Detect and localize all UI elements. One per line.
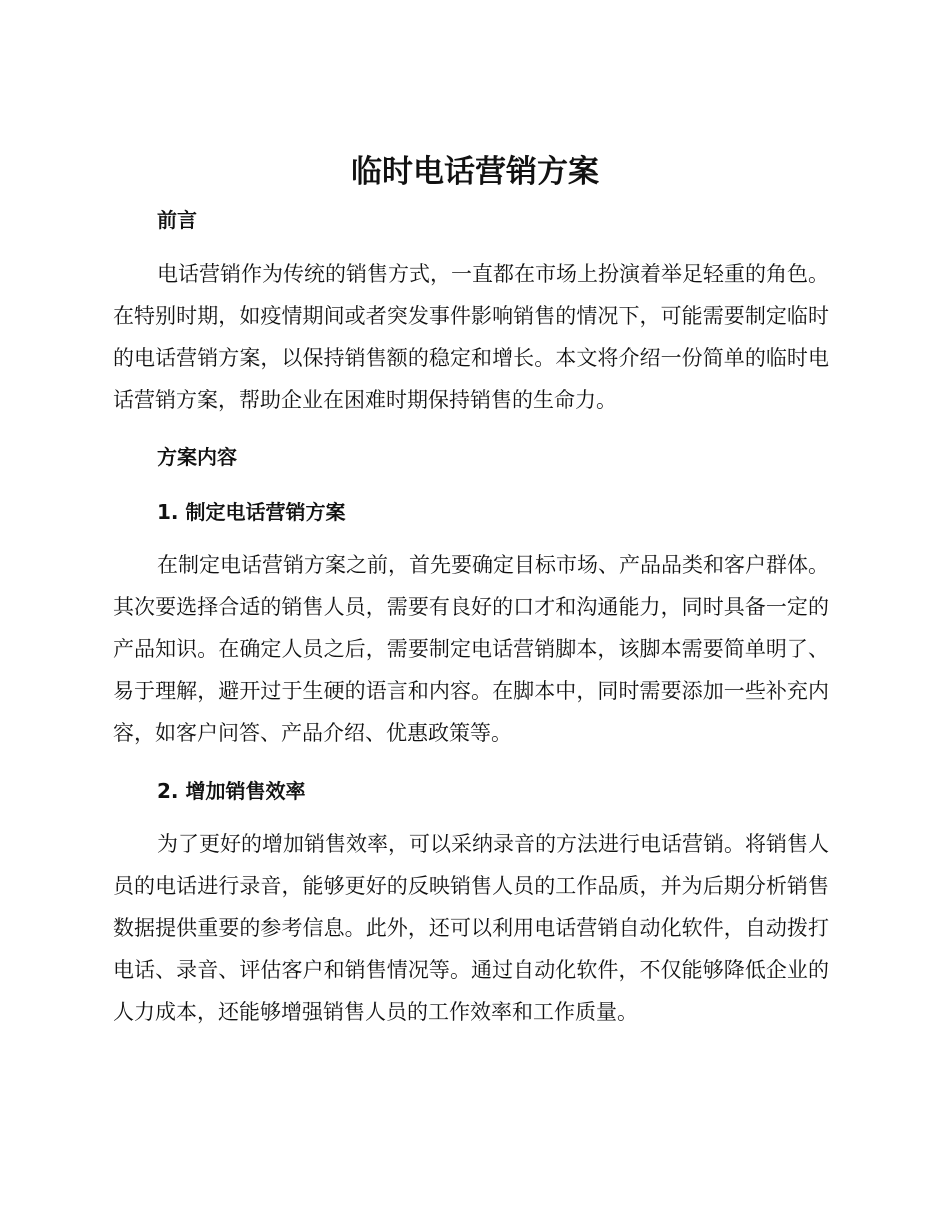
content-heading: 方案内容 <box>157 445 237 469</box>
section2-heading: 2. 增加销售效率 <box>157 779 306 803</box>
preface-heading: 前言 <box>157 208 197 232</box>
section2-paragraph: 为了更好的增加销售效率，可以采纳录音的方法进行电话营销。将销售人员的电话进行录音，能够更好的反映销售人员的工作品质，并为后期分析销售数据提供重要的参考信息。此外，还可以利用电话营销自动化软件，自动拨打电话、录音、评估客户和销售情况等。通过自动化软件，不仅能够降低企业的人力成本，还能够增强销售人员的工作效率和工作质量。 <box>113 832 829 1024</box>
section1-paragraph: 在制定电话营销方案之前，首先要确定目标市场、产品品类和客户群体。其次要选择合适的销售人员，需要有良好的口才和沟通能力，同时具备一定的产品知识。在确定人员之后，需要制定电话营销脚本，该脚本需要简单明了、易于理解，避开过于生硬的语言和内容。在脚本中，同时需要添加一些补充内容，如客户问答、产品介绍、优惠政策等。 <box>113 553 829 745</box>
section1-heading: 1. 制定电话营销方案 <box>157 500 346 524</box>
preface-paragraph: 电话营销作为传统的销售方式，一直都在市场上扮演着举足轻重的角色。在特别时期，如疫情期间或者突发事件影响销售的情况下，可能需要制定临时的电话营销方案，以保持销售额的稳定和增长。本文将介绍一份简单的临时电话营销方案，帮助企业在困难时期保持销售的生命力。 <box>113 262 829 412</box>
document-title: 临时电话营销方案 <box>351 154 599 190</box>
